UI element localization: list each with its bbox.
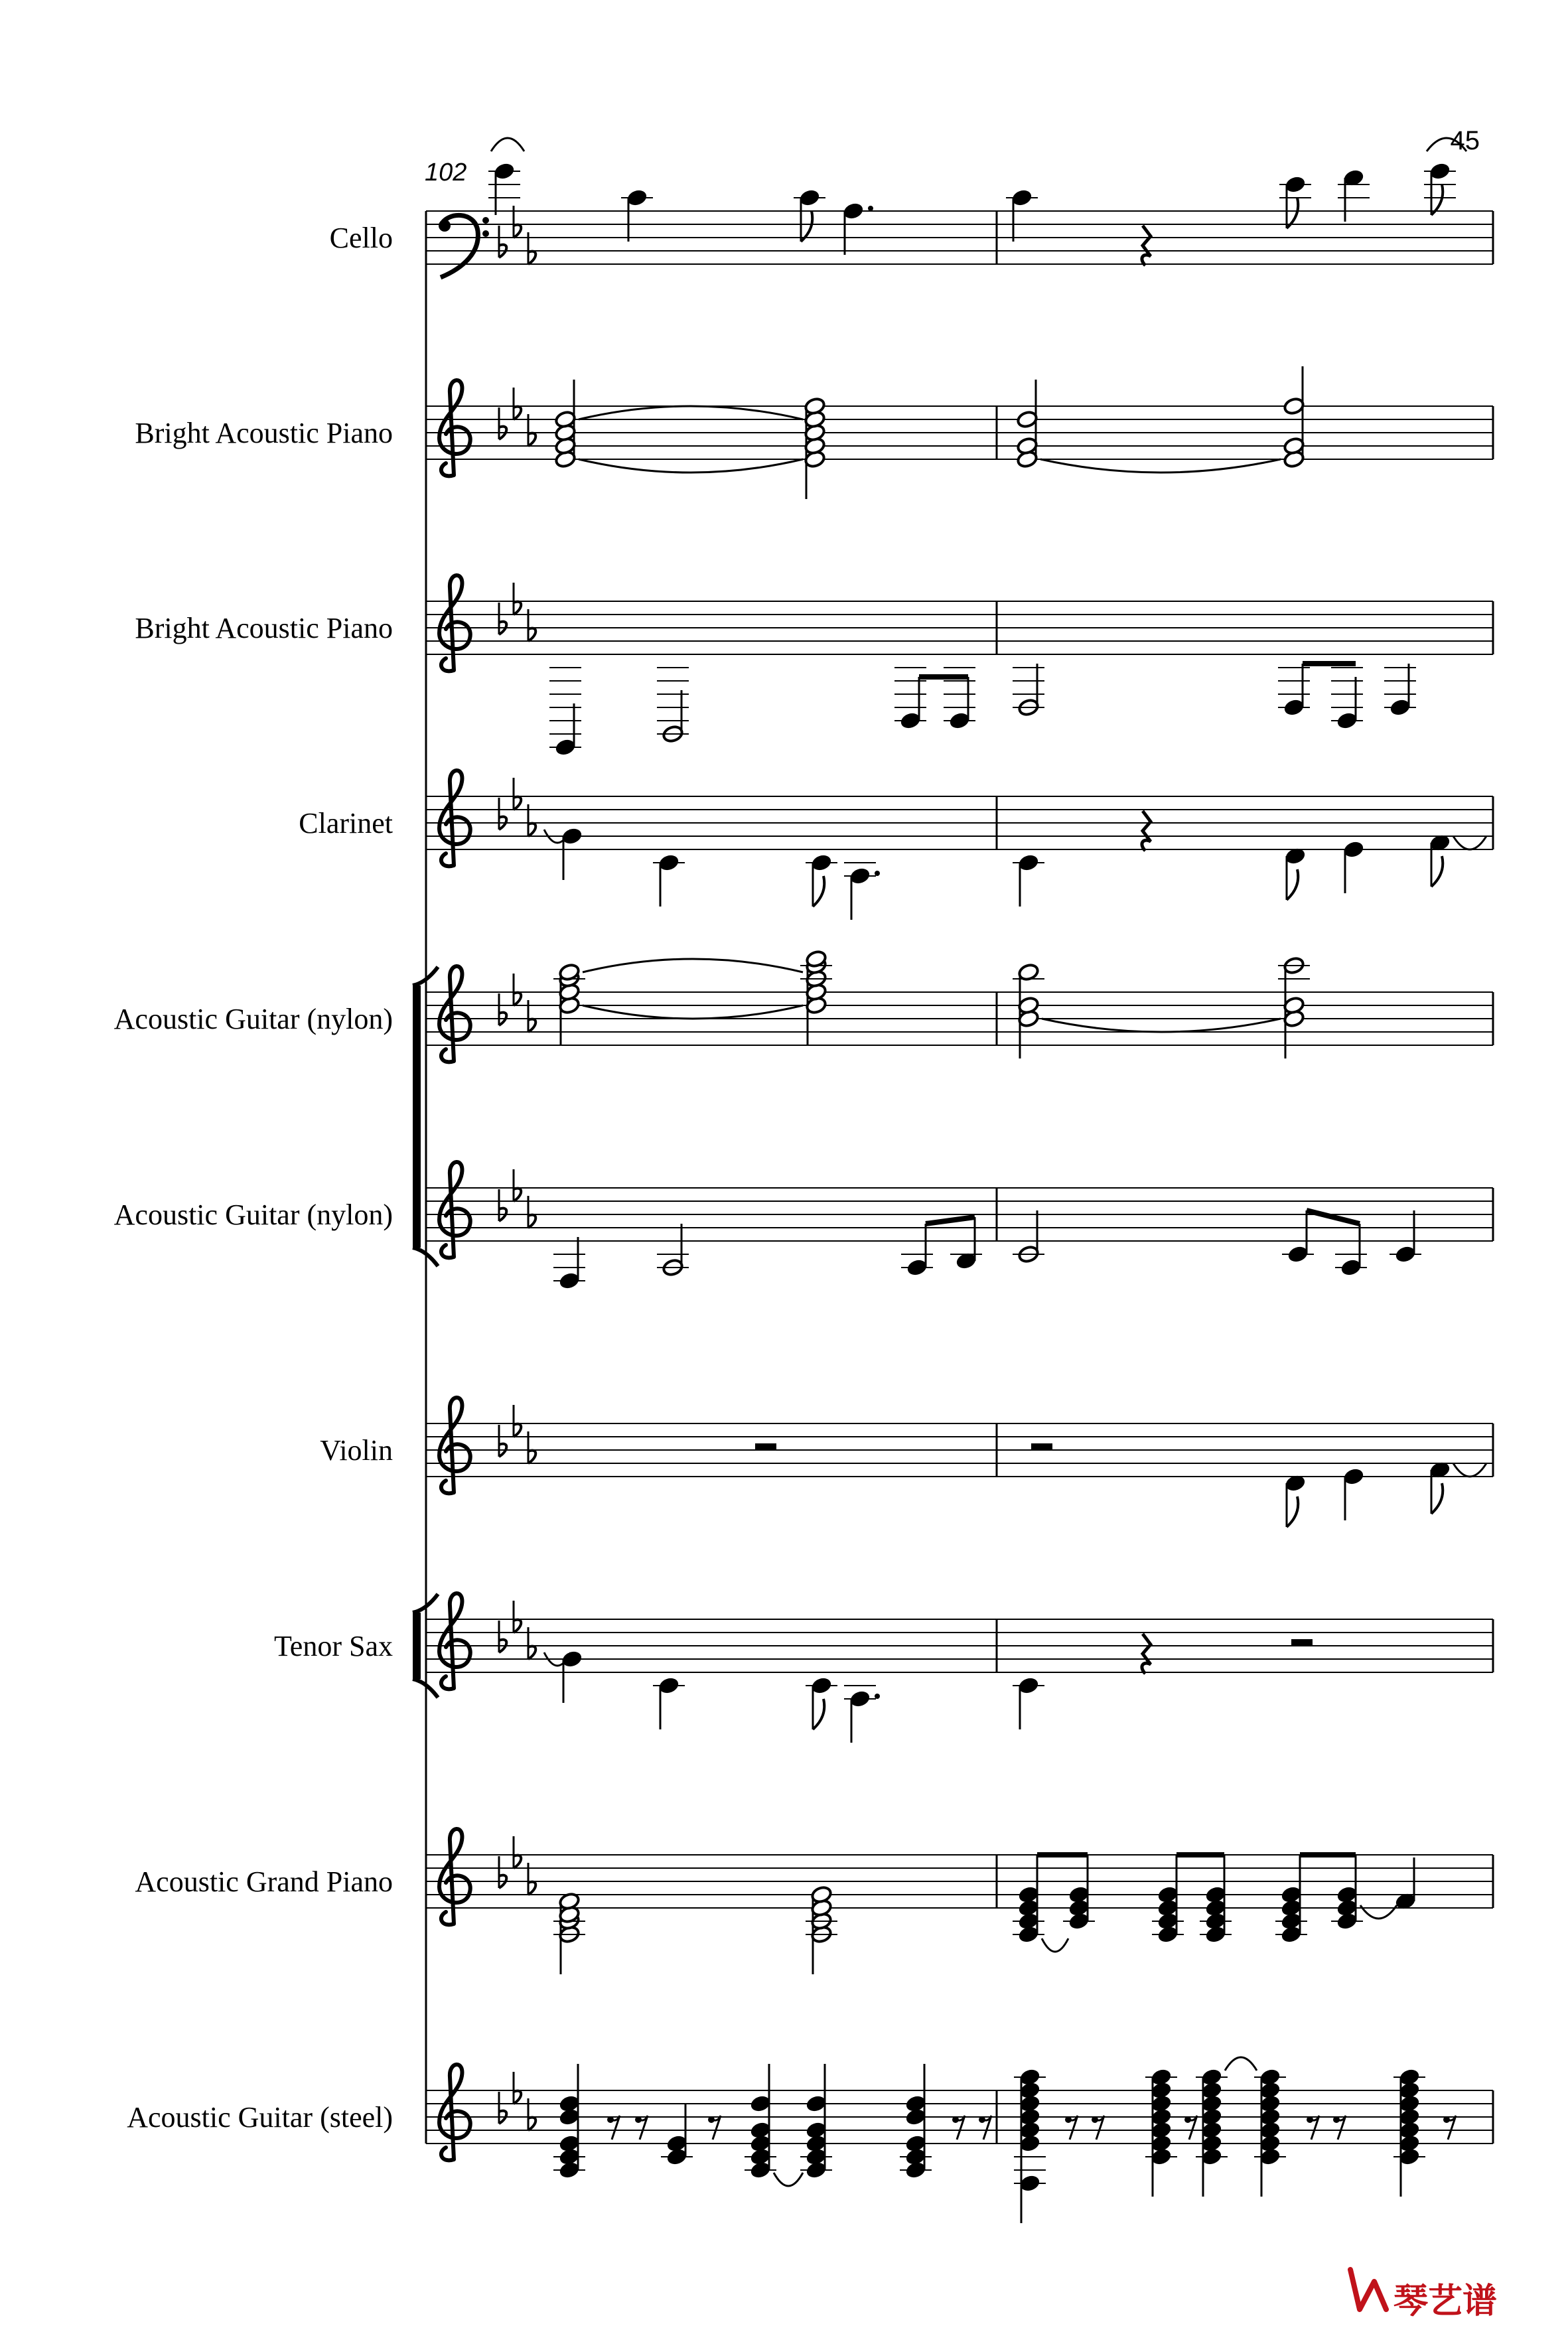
eighth-rest-icon [1443, 2116, 1456, 2140]
quarter-rest-icon [1142, 226, 1151, 265]
note [948, 677, 970, 730]
chord [1017, 963, 1039, 1058]
eighth-rest-icon [1333, 2116, 1346, 2140]
note [658, 853, 679, 907]
note [849, 867, 880, 920]
eighth-rest-icon [708, 2116, 721, 2140]
half-rest-icon [1031, 1443, 1052, 1450]
note [1284, 847, 1306, 900]
guitar-tie [583, 1005, 803, 1019]
chord [1150, 2068, 1172, 2197]
note [955, 1217, 977, 1270]
staff-label: Violin [320, 1434, 393, 1467]
note [558, 1237, 580, 1290]
quarter-rest-icon [1142, 811, 1151, 851]
chord [749, 2064, 771, 2179]
note [554, 703, 576, 757]
chord [1283, 366, 1305, 469]
note [658, 1676, 679, 1729]
violin-tie [1453, 1463, 1486, 1477]
eighth-rest-icon [635, 2116, 648, 2140]
steel-guitar-tie [1225, 2057, 1257, 2071]
chord [1336, 1855, 1358, 1930]
measure-number: 102 [425, 159, 467, 186]
chord [1019, 2068, 1040, 2223]
note [1017, 1676, 1039, 1729]
staff-label: Tenor Sax [274, 1630, 393, 1662]
staff-label: Acoustic Guitar (steel) [127, 2101, 393, 2134]
staff-label: Clarinet [299, 807, 393, 839]
flat-icon [499, 407, 506, 439]
chord [554, 380, 576, 469]
treble-clef-icon [439, 1162, 470, 1258]
flat-icon [499, 1189, 506, 1221]
note [662, 1224, 683, 1277]
flat-icon [499, 1621, 506, 1652]
flat-icon [514, 1405, 521, 1437]
beam [1307, 1210, 1360, 1224]
piano-tie [579, 406, 803, 419]
note [1283, 664, 1305, 717]
note [1342, 1467, 1364, 1520]
note [906, 1224, 928, 1277]
note [1394, 1210, 1416, 1264]
chord [805, 2064, 827, 2179]
note [1389, 664, 1411, 717]
cello-tie [491, 138, 524, 151]
chord [558, 963, 580, 1045]
eighth-rest-icon [952, 2116, 965, 2140]
beam [926, 1217, 975, 1224]
flat-icon [499, 798, 506, 830]
eighth-rest-icon [979, 2116, 991, 2140]
flat-icon [514, 1836, 521, 1868]
eighth-rest-icon [1307, 2116, 1319, 2140]
guitar-tie [1042, 1019, 1281, 1032]
treble-clef-icon [439, 575, 470, 671]
note [798, 188, 820, 242]
note [662, 690, 683, 743]
chord [904, 2064, 926, 2179]
treble-clef-icon [439, 2065, 470, 2160]
staff-label: Bright Acoustic Piano [135, 612, 393, 644]
staff-label: Cello [329, 222, 393, 254]
flat-icon [499, 993, 506, 1025]
note [1017, 853, 1039, 907]
note [1340, 1224, 1362, 1277]
chord [1068, 1855, 1090, 1930]
flat-icon [514, 974, 521, 1005]
flat-icon [499, 226, 506, 257]
note [899, 677, 921, 730]
note [1342, 840, 1364, 893]
note [810, 1676, 832, 1729]
half-rest-icon [755, 1443, 776, 1450]
note [1284, 175, 1306, 228]
treble-clef-icon [439, 1398, 470, 1493]
eighth-rest-icon [1065, 2116, 1078, 2140]
chord [1200, 2068, 1222, 2197]
note [626, 188, 648, 242]
watermark-logo [1350, 2270, 1497, 2321]
flat-icon [514, 1601, 521, 1633]
chord [1259, 2068, 1281, 2197]
chord [1398, 2068, 1420, 2197]
treble-clef-icon [439, 1829, 470, 1925]
watermark-text: 琴艺谱 [1393, 2282, 1498, 2321]
note [1429, 834, 1451, 887]
flat-icon [514, 2072, 521, 2104]
chord [1283, 956, 1305, 1058]
piano-tie [1040, 459, 1281, 473]
page-number: 45 [1450, 126, 1480, 155]
note [561, 827, 583, 880]
flat-icon [499, 2092, 506, 2124]
note [1394, 1857, 1416, 1911]
note [1284, 1474, 1306, 1527]
note [810, 853, 832, 907]
note [842, 202, 873, 255]
staff-label: Acoustic Guitar (nylon) [113, 1199, 393, 1231]
flat-icon [514, 388, 521, 419]
flat-icon [514, 778, 521, 810]
half-rest-icon [1291, 1639, 1313, 1646]
note [1429, 162, 1451, 215]
grand-piano-tie [1042, 1938, 1068, 1952]
piano-tie [579, 459, 803, 473]
flat-icon [514, 583, 521, 615]
flat-icon [499, 603, 506, 634]
note [1342, 169, 1364, 222]
treble-clef-icon [439, 1593, 470, 1689]
flat-icon [514, 1169, 521, 1201]
staff-label: Acoustic Grand Piano [135, 1865, 393, 1898]
chord [558, 1892, 580, 1974]
note [493, 162, 515, 215]
note [561, 1650, 583, 1703]
chord [810, 1885, 832, 1974]
steel-guitar-tie [774, 2173, 803, 2186]
eighth-rest-icon [607, 2116, 620, 2140]
eighth-rest-icon [1184, 2116, 1197, 2140]
staff-label: Bright Acoustic Piano [135, 417, 393, 449]
flat-icon [499, 1856, 506, 1888]
note [1429, 1461, 1451, 1514]
flat-icon [499, 1425, 506, 1457]
treble-clef-icon [439, 380, 470, 476]
chord [558, 2064, 580, 2179]
staff-label: Acoustic Guitar (nylon) [113, 1003, 393, 1035]
eighth-rest-icon [1092, 2116, 1104, 2140]
clarinet-tie [1453, 836, 1486, 849]
note [1011, 188, 1033, 242]
chord [804, 397, 825, 499]
chord [805, 950, 827, 1045]
note [1287, 1210, 1309, 1264]
note [1017, 664, 1039, 717]
guitar-tie [583, 959, 803, 972]
music-note-logo-icon [1350, 2270, 1386, 2309]
quarter-rest-icon [1142, 1634, 1151, 1674]
treble-clef-icon [439, 770, 470, 866]
note [1336, 677, 1358, 730]
chord [1016, 380, 1038, 469]
note [849, 1690, 880, 1743]
note [1017, 1210, 1039, 1264]
treble-clef-icon [439, 966, 470, 1062]
